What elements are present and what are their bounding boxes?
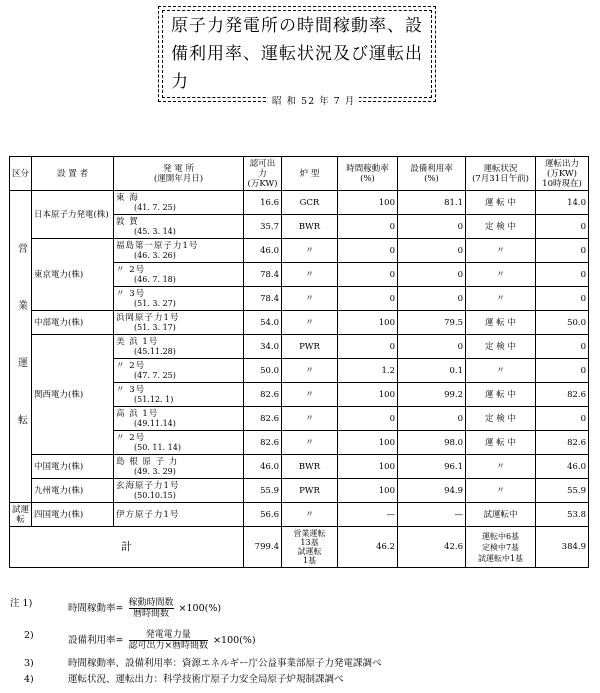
status-cell: 運 転 中 bbox=[466, 383, 536, 407]
plant-cell: 玄海原子力1号 (50.10.15) bbox=[114, 479, 244, 503]
note-2: 2) 設備利用率= $\frac{\text{発電電力量}}{\text{認可出力×暦時間数}}$ ×100(%) bbox=[24, 630, 256, 651]
total-reactor: 営業運転 13基 試運転 1基 bbox=[282, 527, 338, 568]
title-box bbox=[158, 6, 436, 102]
time-rate-cell: 100 bbox=[338, 191, 398, 215]
util-rate-cell: 0 bbox=[398, 335, 466, 359]
util-rate-cell: 0 bbox=[398, 215, 466, 239]
time-rate-cell: 0 bbox=[338, 287, 398, 311]
plant-cell: 敦 賀 (45. 3. 14) bbox=[114, 215, 244, 239]
reactor-cell: 〃 bbox=[282, 431, 338, 455]
util-rate-cell: 0 bbox=[398, 287, 466, 311]
header-output: 運転出力 (万KW) 10時現在) bbox=[536, 157, 589, 191]
operator-cell: 日本原子力発電(株) bbox=[32, 191, 114, 239]
time-rate-cell: 1.2 bbox=[338, 359, 398, 383]
status-cell: 〃 bbox=[466, 287, 536, 311]
header-reactor: 炉 型 bbox=[282, 157, 338, 191]
plant-cell: 〃 2号 (47. 7. 25) bbox=[114, 359, 244, 383]
total-output: 384.9 bbox=[536, 527, 589, 568]
capacity-cell: 82.6 bbox=[244, 383, 282, 407]
status-cell: 定 検 中 bbox=[466, 215, 536, 239]
header-time-rate: 時間稼動率 (%) bbox=[338, 157, 398, 191]
status-cell: 〃 bbox=[466, 359, 536, 383]
category-trial: 試運転 bbox=[10, 503, 32, 527]
output-cell: 0 bbox=[536, 239, 589, 263]
util-rate-cell: — bbox=[398, 503, 466, 527]
report-date: 昭 和 52 年 7 月 bbox=[268, 93, 359, 107]
capacity-cell: 50.0 bbox=[244, 359, 282, 383]
plant-cell: 〃 2号 (46. 7. 18) bbox=[114, 263, 244, 287]
status-cell: 運 転 中 bbox=[466, 311, 536, 335]
operator-cell: 九州電力(株) bbox=[32, 479, 114, 503]
plant-cell: 〃 2号 (50. 11. 14) bbox=[114, 431, 244, 455]
table-row bbox=[10, 455, 589, 479]
table-row bbox=[10, 335, 589, 359]
util-rate-cell: 0 bbox=[398, 263, 466, 287]
output-cell: 50.0 bbox=[536, 311, 589, 335]
reactor-cell: PWR bbox=[282, 479, 338, 503]
plant-cell: 〃 3号 (51. 3. 27) bbox=[114, 287, 244, 311]
time-rate-cell: 0 bbox=[338, 335, 398, 359]
output-cell: 0 bbox=[536, 287, 589, 311]
time-rate-cell: 0 bbox=[338, 239, 398, 263]
output-cell: 14.0 bbox=[536, 191, 589, 215]
plant-cell: 伊方原子力1号 bbox=[114, 503, 244, 527]
util-rate-cell: 96.1 bbox=[398, 455, 466, 479]
notes bbox=[10, 598, 590, 690]
fraction: $\frac{\text{稼動時間数}}{\text{暦時間数}}$ bbox=[128, 598, 174, 619]
time-rate-cell: 100 bbox=[338, 431, 398, 455]
table-header-row bbox=[10, 157, 589, 191]
output-cell: 0 bbox=[536, 263, 589, 287]
time-rate-cell: 100 bbox=[338, 311, 398, 335]
plant-cell: 美 浜 1号 (45.11.28) bbox=[114, 335, 244, 359]
reactor-cell: 〃 bbox=[282, 311, 338, 335]
status-cell: 定 検 中 bbox=[466, 335, 536, 359]
util-rate-cell: 79.5 bbox=[398, 311, 466, 335]
reactor-cell: 〃 bbox=[282, 263, 338, 287]
capacity-cell: 78.4 bbox=[244, 287, 282, 311]
status-cell: 〃 bbox=[466, 239, 536, 263]
time-rate-cell: 0 bbox=[338, 263, 398, 287]
capacity-cell: 82.6 bbox=[244, 407, 282, 431]
capacity-cell: 46.0 bbox=[244, 455, 282, 479]
header-capacity: 認可出力 (万KW) bbox=[244, 157, 282, 191]
reactor-cell: BWR bbox=[282, 455, 338, 479]
util-rate-cell: 0 bbox=[398, 407, 466, 431]
table-row bbox=[10, 479, 589, 503]
total-time-rate: 46.2 bbox=[338, 527, 398, 568]
reactor-cell: 〃 bbox=[282, 287, 338, 311]
time-rate-cell: 100 bbox=[338, 479, 398, 503]
table-row bbox=[10, 191, 589, 215]
capacity-cell: 35.7 bbox=[244, 215, 282, 239]
capacity-cell: 54.0 bbox=[244, 311, 282, 335]
operator-cell: 関西電力(株) bbox=[32, 335, 114, 455]
output-cell: 82.6 bbox=[536, 383, 589, 407]
reactor-cell: 〃 bbox=[282, 383, 338, 407]
header-status: 運転状況 (7月31日午前) bbox=[466, 157, 536, 191]
plant-cell: 浜岡原子力1号 (51. 3. 17) bbox=[114, 311, 244, 335]
reactor-cell: 〃 bbox=[282, 359, 338, 383]
output-cell: 53.8 bbox=[536, 503, 589, 527]
reactor-cell: 〃 bbox=[282, 239, 338, 263]
total-capacity: 799.4 bbox=[244, 527, 282, 568]
note-1: 注 1) 時間稼動率= $\frac{\text{稼動時間数}}{\text{暦時間数}}$ ×100(%) bbox=[10, 598, 222, 619]
status-cell: 定 検 中 bbox=[466, 407, 536, 431]
plant-table bbox=[9, 156, 589, 568]
header-operator: 設 置 者 bbox=[32, 157, 114, 191]
status-cell: 〃 bbox=[466, 455, 536, 479]
plant-cell: 福島第一原子力1号 (46. 3. 26) bbox=[114, 239, 244, 263]
capacity-cell: 55.9 bbox=[244, 479, 282, 503]
capacity-cell: 56.6 bbox=[244, 503, 282, 527]
status-cell: 運 転 中 bbox=[466, 191, 536, 215]
total-label: 計 bbox=[10, 527, 244, 568]
output-cell: 0 bbox=[536, 215, 589, 239]
time-rate-cell: 100 bbox=[338, 455, 398, 479]
output-cell: 0 bbox=[536, 407, 589, 431]
operator-cell: 四国電力(株) bbox=[32, 503, 114, 527]
plant-cell: 島 根 原 子 力 (49. 3. 29) bbox=[114, 455, 244, 479]
status-cell: 試運転中 bbox=[466, 503, 536, 527]
reactor-cell: 〃 bbox=[282, 407, 338, 431]
util-rate-cell: 81.1 bbox=[398, 191, 466, 215]
category-operating: 営 業 運 転 bbox=[10, 191, 32, 503]
capacity-cell: 78.4 bbox=[244, 263, 282, 287]
table-row bbox=[10, 503, 589, 527]
total-row bbox=[10, 527, 589, 568]
time-rate-cell: — bbox=[338, 503, 398, 527]
time-rate-cell: 0 bbox=[338, 407, 398, 431]
util-rate-cell: 94.9 bbox=[398, 479, 466, 503]
plant-cell: 東 海 (41. 7. 25) bbox=[114, 191, 244, 215]
header-category: 区分 bbox=[10, 157, 32, 191]
capacity-cell: 82.6 bbox=[244, 431, 282, 455]
table-row bbox=[10, 311, 589, 335]
status-cell: 運 転 中 bbox=[466, 431, 536, 455]
reactor-cell: GCR bbox=[282, 191, 338, 215]
util-rate-cell: 0.1 bbox=[398, 359, 466, 383]
operator-cell: 中部電力(株) bbox=[32, 311, 114, 335]
operator-cell: 東京電力(株) bbox=[32, 239, 114, 311]
total-status: 運転中6基 定検中7基 試運転中1基 bbox=[466, 527, 536, 568]
output-cell: 0 bbox=[536, 359, 589, 383]
output-cell: 46.0 bbox=[536, 455, 589, 479]
page-title: 原子力発電所の時間稼動率、設備利用率、運転状況及び運転出力 bbox=[171, 16, 423, 92]
plant-cell: 〃 3号 (51.12. 1) bbox=[114, 383, 244, 407]
plant-cell: 高 浜 1号 (49.11.14) bbox=[114, 407, 244, 431]
total-util-rate: 42.6 bbox=[398, 527, 466, 568]
reactor-cell: PWR bbox=[282, 335, 338, 359]
capacity-cell: 34.0 bbox=[244, 335, 282, 359]
table-row bbox=[10, 239, 589, 263]
output-cell: 82.6 bbox=[536, 431, 589, 455]
header-plant: 発 電 所 (運開年月日) bbox=[114, 157, 244, 191]
status-cell: 〃 bbox=[466, 263, 536, 287]
note-4: 4) 運転状況、運転出力：科学技術庁原子力安全局原子炉規制課調べ bbox=[24, 674, 344, 685]
capacity-cell: 46.0 bbox=[244, 239, 282, 263]
time-rate-cell: 0 bbox=[338, 215, 398, 239]
output-cell: 0 bbox=[536, 335, 589, 359]
util-rate-cell: 98.0 bbox=[398, 431, 466, 455]
reactor-cell: BWR bbox=[282, 215, 338, 239]
util-rate-cell: 0 bbox=[398, 239, 466, 263]
reactor-cell: 〃 bbox=[282, 503, 338, 527]
header-util-rate: 設備利用率 (%) bbox=[398, 157, 466, 191]
operator-cell: 中国電力(株) bbox=[32, 455, 114, 479]
note-3: 3) 時間稼動率、設備利用率：資源エネルギー庁公益事業部原子力発電課調べ bbox=[24, 658, 382, 669]
output-cell: 55.9 bbox=[536, 479, 589, 503]
time-rate-cell: 100 bbox=[338, 383, 398, 407]
util-rate-cell: 99.2 bbox=[398, 383, 466, 407]
capacity-cell: 16.6 bbox=[244, 191, 282, 215]
fraction: $\frac{\text{発電電力量}}{\text{認可出力×暦時間数}}$ bbox=[128, 630, 209, 651]
status-cell: 〃 bbox=[466, 479, 536, 503]
